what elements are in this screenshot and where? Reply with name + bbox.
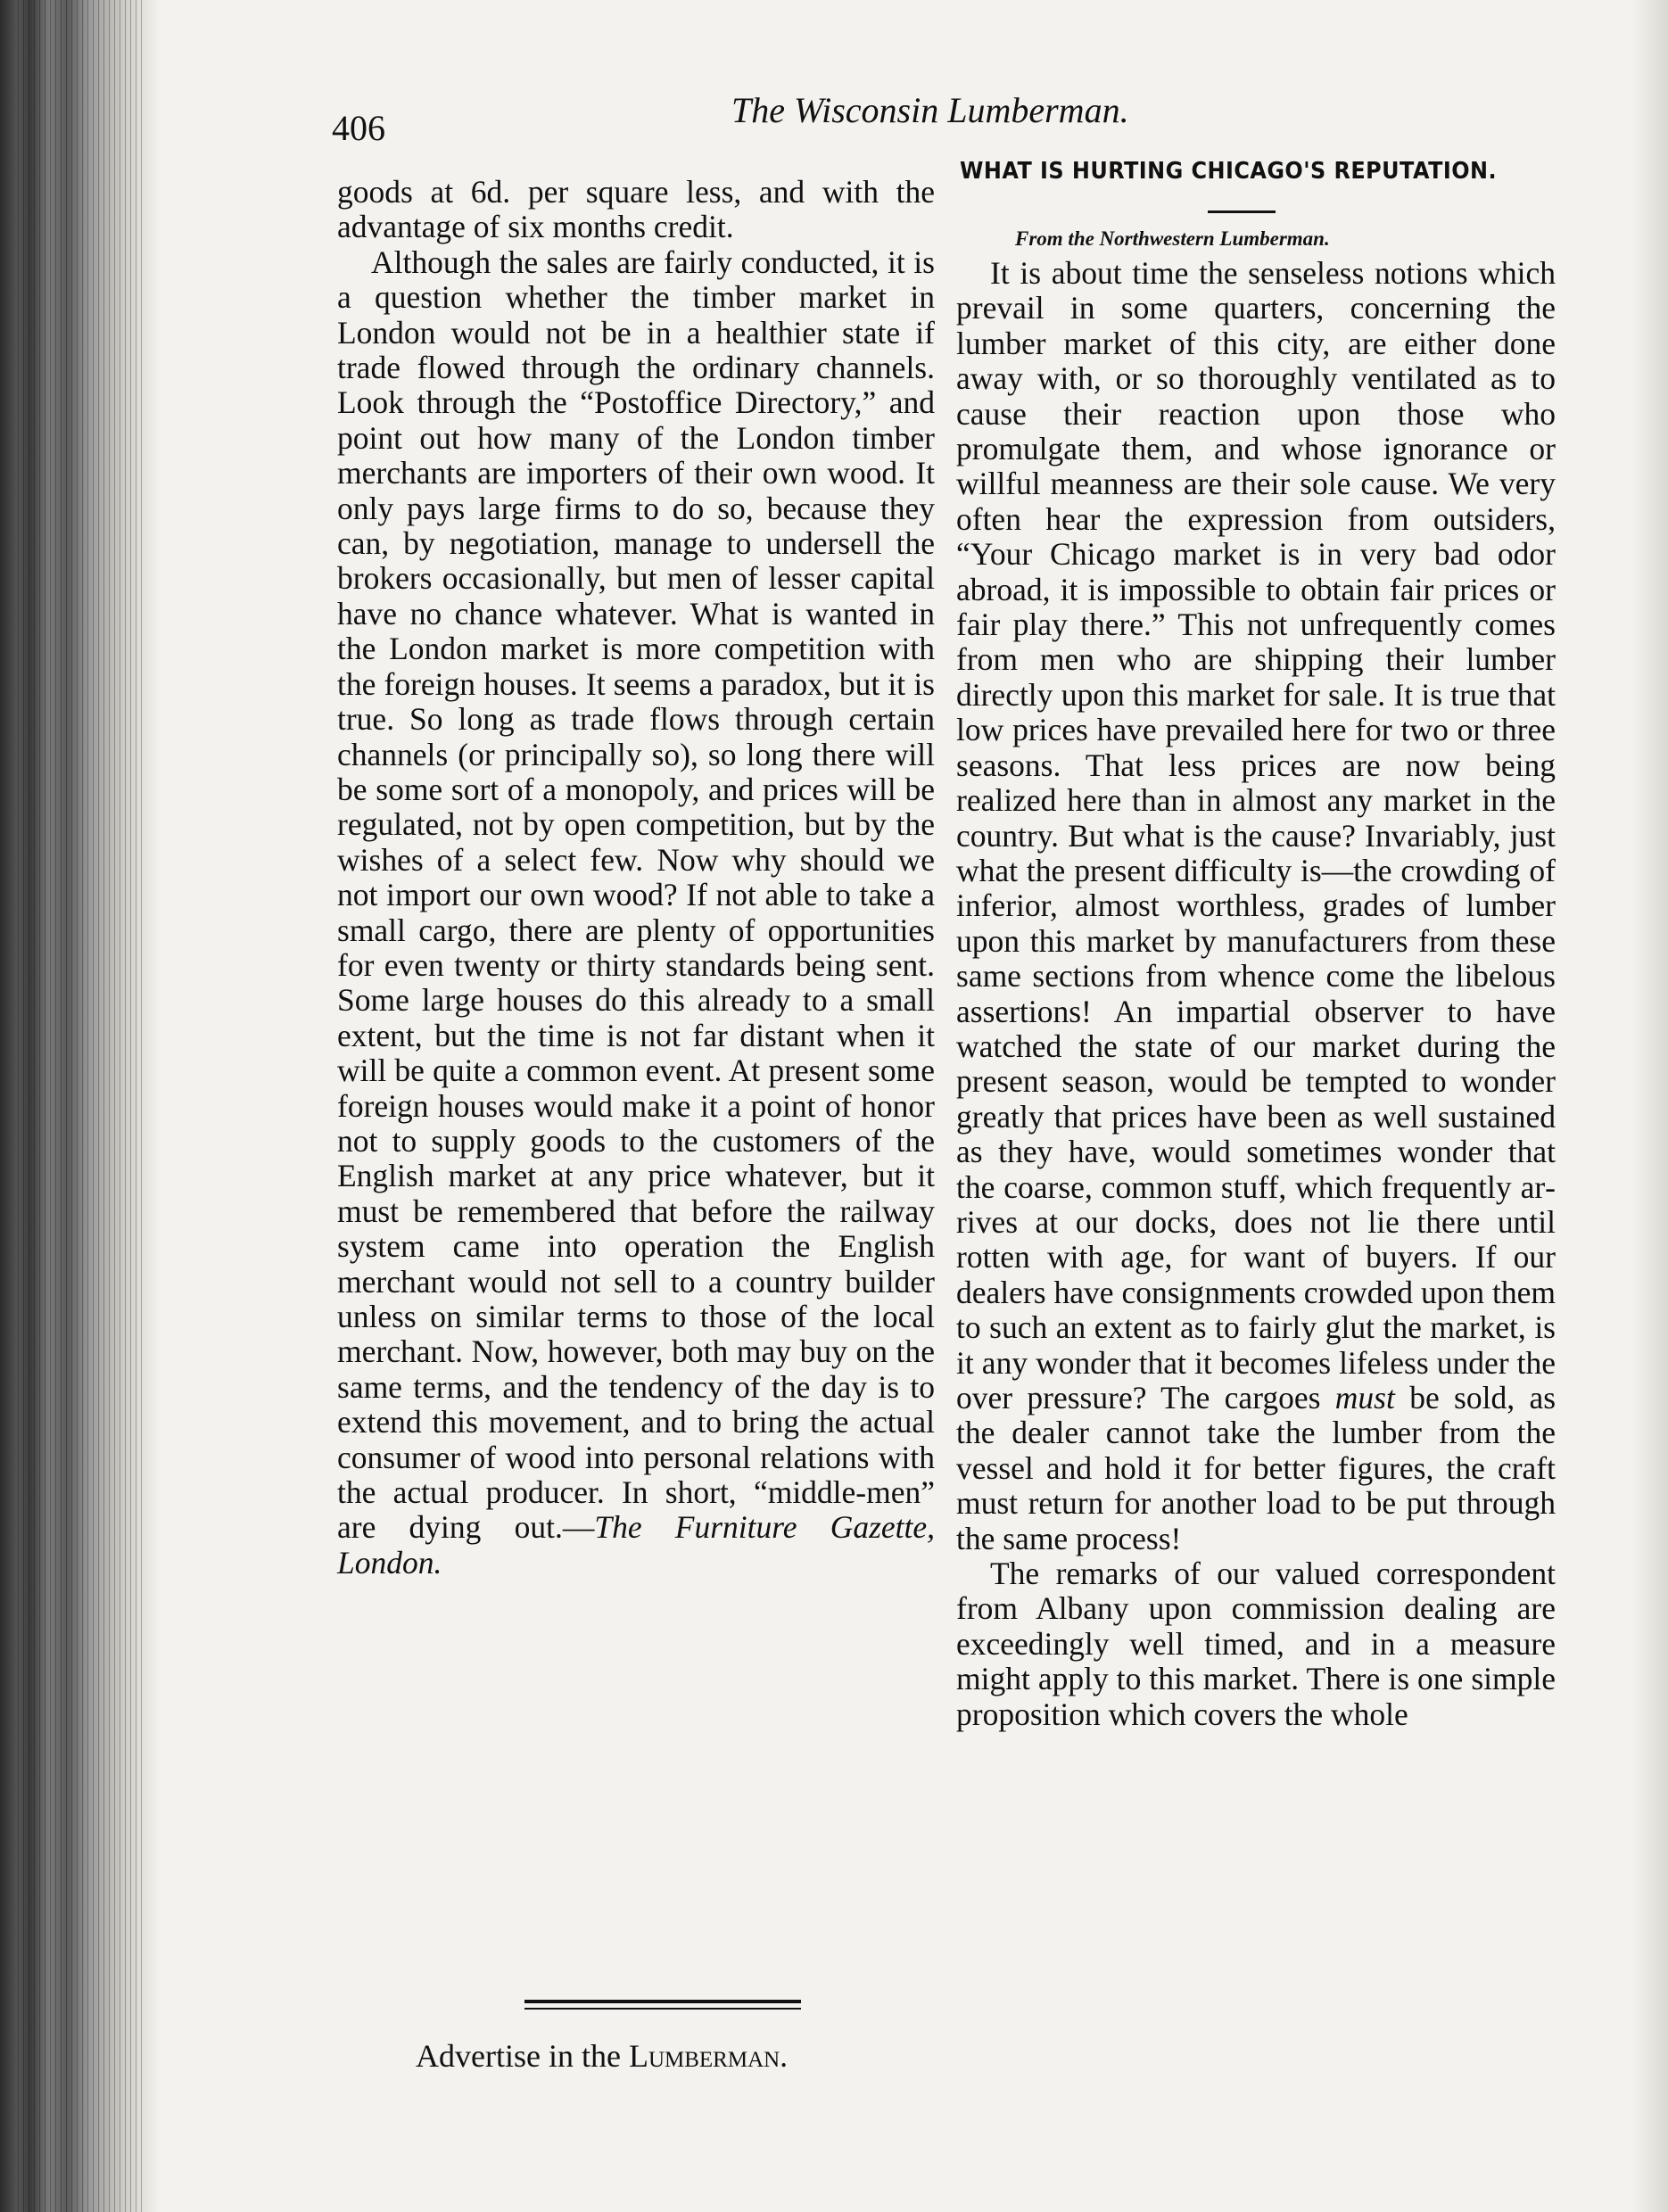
article-headline: WHAT IS HURTING CHICAGO'S REPUTATION. bbox=[960, 158, 1498, 185]
left-column bbox=[337, 175, 935, 1581]
right-paragraph-1 bbox=[956, 256, 1556, 1556]
advert-lead: Advertise in the bbox=[416, 2038, 621, 2074]
right-paragraph-1b: be sold, as the dealer cannot take the lumber from the vessel and hold it for better figures, the craft must return for another load to be put through the same process! bbox=[956, 1380, 1557, 1556]
emphasis-must: must bbox=[1334, 1380, 1395, 1416]
attribution-dash: — bbox=[562, 1509, 595, 1546]
right-column bbox=[956, 256, 1556, 1732]
section-divider bbox=[524, 2000, 801, 2012]
page-number: 406 bbox=[332, 108, 385, 148]
headline-rule bbox=[1208, 210, 1276, 213]
left-paragraph-1: goods at 6d. per square less, and with the advantage of six months credit. bbox=[337, 174, 935, 245]
running-head: The Wisconsin Lumberman. bbox=[731, 90, 1129, 130]
right-paragraph-1a: It is about time the senseless notions which prevail in some quarters, concerning the lumber market of this city, are either done away with, or so thoroughly ventilated as to cause their reaction upon those who promulgate them, and whose ignorance or willful meanness are their sole cause. We very often hear the expression from outsiders, “Your Chicago market is in very bad odor abroad, it is impossible to obtain fair prices or fair play there.” This not unfrequently comes from men who are shipping their lumber directly upon this market for sale. It is true that low prices have prevailed here for two or three seasons. That less prices are now being realized here than in almost any market in the country. But what is the cause? Invariably, just what the present difficulty is—the crowding of inferior, almost worthless, grades of lumber upon this market by manufacturers from these same sections from whence come the libelous assertions! An impartial observer to have watched the state of our market during the present season, would be tempted to wonder greatly that prices have been as well sustained as they have, would sometimes wonder that the coarse, common stuff, which frequently arrives at our docks, does not lie there until rotten with age, for want of buyers. If our dealers have consignments crowded upon them to such an extent as to fairly glut the market, is it any wonder that it becomes lifeless under the over pressure? The cargoes bbox=[956, 255, 1556, 1416]
left-paragraph-2 bbox=[337, 245, 935, 1581]
article-source: From the Northwestern Lumberman. bbox=[1015, 227, 1330, 250]
right-paragraph-2: The remarks of our valued correspondent from Albany upon commission dealing are exceedingly well timed, and in a measure might apply to this market. There is one simple proposition which covers the whole bbox=[956, 1556, 1556, 1732]
advertisement bbox=[416, 2037, 788, 2075]
advert-name: Lumberman. bbox=[628, 2038, 789, 2074]
attribution: The Furniture Gazette, London. bbox=[337, 1509, 936, 1581]
left-paragraph-2-text: Although the sales are fairly conducted, it is a question whether the timber market in London would not be in a healthier state if trade flowed through the ordinary channels. Look through the “Postoffice Directory,” and point out how many of the London timber merchants are importers of their own wood. It only pays large firms to do so, because they can, by negotiation, manage to undersell the brokers occasionally, but men of lesser capital have no chance whatever. What is wanted in the London market is more competition with the foreign houses. It seems a paradox, but it is true. So long as trade flows through certain channels (or principally so), so long there will be some sort of a monopoly, and prices will be regulated, not by open competition, but by the wishes of a select few. Now why should we not import our own wood? If not able to take a small cargo, there are plenty of opportunities for even twenty or thirty standards being sent. Some large houses do this already to a small extent, but the time is not far distant when it will be quite a common event. At present some foreign houses would make it a point of honor not to supply goods to the customers of the English market at any price whatever, but it must be remembered that before the railway system came into operation the English merchant would not sell to a country builder unless on similar terms to those of the local merchant. Now, however, both may buy on the same terms, and the tendency of the day is to extend this movement, and to bring the actual consumer of wood into personal relations with the actual producer. In short, “middle-men” are dying out. bbox=[337, 243, 935, 1546]
